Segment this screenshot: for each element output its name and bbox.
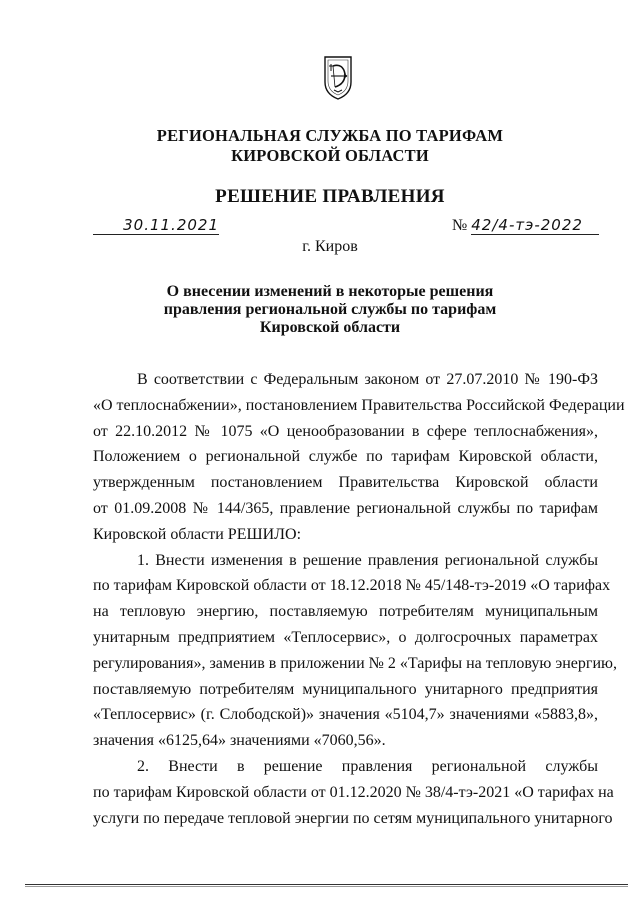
body-line: от 01.09.2008 № 144/365, правление региональной службы по тарифам [93, 499, 598, 517]
coat-of-arms-emblem [323, 54, 353, 100]
number-value: 42/4-тэ-2022 [471, 216, 599, 235]
body-line: по тарифам Кировской области от 01.12.2020 № 38/4-тэ-2021 «О тарифах на [93, 783, 614, 801]
body-line: поставляемую потребителям муниципального унитарного предприятия [93, 680, 598, 698]
city-line: г. Киров [302, 238, 358, 255]
subject-line-2: правления региональной службы по тарифам [163, 301, 497, 318]
decision-subject [10, 283, 640, 337]
body-line: на тепловую энергию, поставляемую потребителям муниципальным [93, 603, 598, 621]
subject-line-3: Кировской области [259, 319, 401, 336]
agency-name-line-2: КИРОВСКОЙ ОБЛАСТИ [231, 146, 429, 165]
body-line: Положением о региональной службе по тарифам Кировской области, [93, 448, 598, 466]
decision-body [93, 367, 625, 831]
number-prefix: № [452, 217, 468, 234]
body-line: значения «6125,64» значениями «7060,56». [93, 732, 386, 750]
document-type-title: РЕШЕНИЕ ПРАВЛЕНИЯ [215, 186, 445, 207]
body-line: унитарным предприятием «Теплосервис», о долгосрочных параметрах [93, 628, 598, 646]
body-line: 2. Внести в решение правления региональной службы [137, 757, 598, 775]
body-line: услуги по передаче тепловой энергии по сетям муниципального унитарного [93, 809, 613, 827]
page-footer-rule [25, 884, 628, 885]
body-line: утвержденным постановлением Правительства Кировской области [93, 474, 598, 492]
body-line: В соответствии с Федеральным законом от 27.07.2010 № 190-ФЗ [137, 371, 598, 388]
subject-line-1: О внесении изменений в некоторые решения [166, 283, 494, 300]
body-line: «Теплосервис» (г. Слободской)» значения «5104,7» значениями «5883,8», [93, 706, 598, 724]
body-line: регулирования», заменив в приложении № 2 «Тарифы на тепловую энергию, [93, 654, 617, 672]
body-line: Кировской области РЕШИЛО: [93, 525, 302, 543]
body-line: 1. Внести изменения в решение правления региональной службы [137, 551, 598, 569]
decision-date: 30.11.2021 [93, 216, 219, 235]
page-footer-rule-secondary [25, 886, 628, 887]
body-line: по тарифам Кировской области от 18.12.2018 № 45/148-тэ-2019 «О тарифах [93, 577, 611, 595]
decision-number [452, 216, 599, 234]
body-line: «О теплоснабжении», постановлением Правительства Российской Федерации [93, 396, 625, 414]
body-line: от 22.10.2012 № 1075 «О ценообразовании в сфере теплоснабжения», [93, 422, 598, 440]
agency-name-line-1: РЕГИОНАЛЬНАЯ СЛУЖБА ПО ТАРИФАМ [156, 126, 504, 145]
